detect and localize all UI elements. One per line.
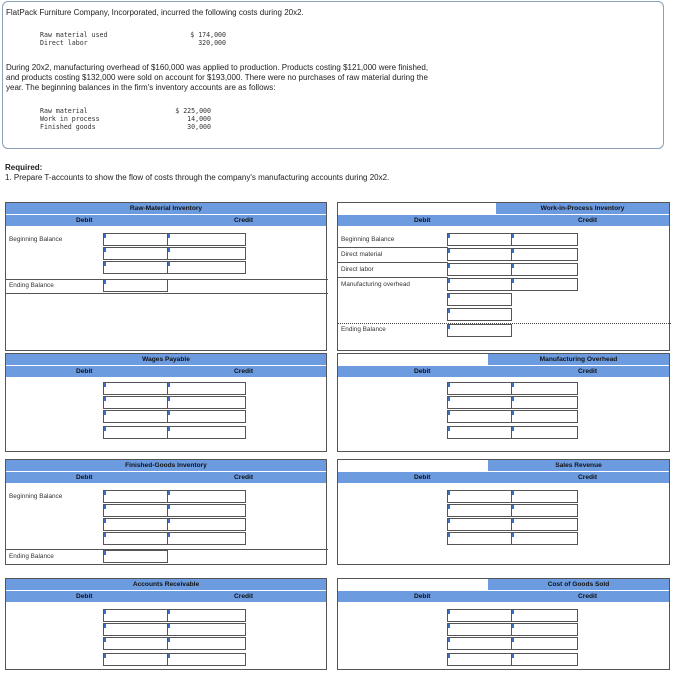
debit-input[interactable] (103, 247, 168, 260)
debit-input[interactable] (447, 410, 512, 423)
credit-input[interactable] (511, 532, 578, 545)
t-account-sales-revenue (337, 459, 670, 565)
row-label-beginning: Beginning Balance (341, 236, 395, 243)
row-label-beginning: Beginning Balance (9, 493, 63, 500)
debit-header: Debit (76, 217, 93, 224)
balances-table (40, 107, 215, 133)
debit-input[interactable] (447, 308, 512, 321)
row-label-ending: Ending Balance (9, 282, 54, 289)
account-title: Finished-Goods Inventory (6, 460, 326, 471)
row-label-ending: Ending Balance (341, 326, 386, 333)
account-title: Accounts Receivable (6, 579, 326, 590)
account-title: Work-in-Process Inventory (496, 203, 669, 214)
debit-input[interactable] (447, 263, 512, 276)
ending-balance-input[interactable] (447, 324, 512, 337)
debit-input[interactable] (103, 623, 168, 636)
credit-input[interactable] (511, 263, 578, 276)
account-title: Cost of Goods Sold (488, 579, 669, 590)
account-title: Sales Revenue (488, 460, 669, 471)
debit-header: Debit (76, 368, 93, 375)
credit-input[interactable] (511, 278, 578, 291)
credit-header: Credit (234, 368, 254, 375)
credit-input[interactable] (167, 653, 246, 666)
required-item: 1. Prepare T-accounts to show the flow of costs through the company's manufacturing accounts during 20x2. (5, 172, 390, 182)
row-divider (6, 293, 328, 294)
row-label-ending: Ending Balance (9, 553, 54, 560)
credit-header: Credit (578, 593, 598, 600)
credit-input[interactable] (167, 261, 246, 274)
t-account-cogs (337, 578, 670, 670)
debit-input[interactable] (103, 396, 168, 409)
credit-input[interactable] (511, 609, 578, 622)
row-label-direct-labor: Direct labor (341, 266, 374, 273)
balance-label: Finished goods (40, 123, 96, 131)
t-account-finished-goods (5, 459, 327, 565)
account-title: Raw-Material Inventory (6, 203, 326, 214)
debit-input[interactable] (447, 233, 512, 246)
credit-input[interactable] (167, 609, 246, 622)
credit-header: Credit (578, 368, 598, 375)
debit-input[interactable] (103, 261, 168, 274)
debit-input[interactable] (447, 504, 512, 517)
credit-header: Credit (234, 217, 254, 224)
ending-balance-input[interactable] (103, 279, 168, 292)
debit-input[interactable] (447, 382, 512, 395)
debit-input[interactable] (103, 410, 168, 423)
account-header (338, 472, 669, 483)
credit-header: Credit (578, 217, 598, 224)
account-title: Wages Payable (6, 354, 326, 365)
cost-value: $ 174,000 (190, 31, 226, 39)
account-title: Manufacturing Overhead (488, 354, 669, 365)
credit-input[interactable] (167, 504, 246, 517)
credit-input[interactable] (167, 518, 246, 531)
credit-input[interactable] (167, 247, 246, 260)
required-section (5, 163, 389, 182)
credit-header: Credit (578, 474, 598, 481)
debit-input[interactable] (447, 532, 512, 545)
cost-label: Direct labor (40, 39, 88, 47)
debit-input[interactable] (447, 396, 512, 409)
credit-input[interactable] (167, 623, 246, 636)
balance-value: 14,000 (187, 115, 211, 123)
debit-input[interactable] (103, 426, 168, 439)
ending-balance-input[interactable] (103, 550, 168, 563)
credit-input[interactable] (511, 653, 578, 666)
debit-input[interactable] (447, 293, 512, 306)
t-account-accounts-receivable (5, 578, 327, 670)
debit-input[interactable] (447, 426, 512, 439)
t-account-mfg-overhead (337, 353, 670, 452)
balance-label: Work in process (40, 115, 100, 123)
debit-input[interactable] (103, 490, 168, 503)
credit-input[interactable] (511, 504, 578, 517)
cost-value: 320,000 (198, 39, 226, 47)
account-header (338, 215, 669, 226)
debit-input[interactable] (447, 518, 512, 531)
account-header (338, 591, 669, 602)
t-account-raw-material (5, 202, 327, 351)
debit-header: Debit (414, 593, 431, 600)
debit-header: Debit (76, 593, 93, 600)
credit-input[interactable] (167, 637, 246, 650)
balance-value: 30,000 (187, 123, 211, 131)
row-label-beginning: Beginning Balance (9, 236, 63, 243)
account-header (6, 472, 326, 483)
credit-header: Credit (234, 593, 254, 600)
credit-input[interactable] (511, 410, 578, 423)
credit-input[interactable] (167, 426, 246, 439)
debit-input[interactable] (447, 490, 512, 503)
credit-input[interactable] (511, 623, 578, 636)
row-label-direct-material: Direct material (341, 251, 383, 258)
debit-input[interactable] (103, 518, 168, 531)
row-divider (338, 262, 448, 263)
t-account-wip (337, 202, 670, 351)
debit-header: Debit (414, 368, 431, 375)
debit-input[interactable] (447, 609, 512, 622)
credit-input[interactable] (511, 637, 578, 650)
debit-input[interactable] (103, 233, 168, 246)
problem-para-2: and products costing $132,000 were sold on account for $193,000. There were no purchases of raw material during the (6, 73, 428, 82)
credit-input[interactable] (511, 396, 578, 409)
debit-header: Debit (414, 474, 431, 481)
row-divider (338, 277, 448, 278)
required-heading: Required: (5, 163, 43, 172)
row-label-mfg-overhead: Manufacturing overhead (341, 281, 410, 288)
credit-input[interactable] (167, 396, 246, 409)
row-divider (338, 247, 448, 248)
credit-input[interactable] (167, 410, 246, 423)
debit-input[interactable] (103, 609, 168, 622)
credit-header: Credit (234, 474, 254, 481)
credit-input[interactable] (167, 532, 246, 545)
problem-para-3: year. The beginning balances in the firm's inventory accounts are as follows: (6, 83, 276, 92)
debit-input[interactable] (103, 382, 168, 395)
balance-label: Raw material (40, 107, 88, 115)
debit-input[interactable] (103, 504, 168, 517)
debit-input[interactable] (167, 233, 246, 246)
credit-input[interactable] (511, 233, 578, 246)
credit-input[interactable] (511, 248, 578, 261)
debit-header: Debit (414, 217, 431, 224)
debit-input[interactable] (447, 637, 512, 650)
account-header (338, 366, 669, 377)
credit-input[interactable] (511, 382, 578, 395)
credit-input[interactable] (511, 518, 578, 531)
debit-input[interactable] (447, 623, 512, 636)
debit-header: Debit (76, 474, 93, 481)
credit-input[interactable] (167, 382, 246, 395)
debit-input[interactable] (103, 653, 168, 666)
debit-input[interactable] (447, 278, 512, 291)
account-header (6, 591, 326, 602)
t-account-wages-payable (5, 353, 327, 452)
account-header (6, 366, 326, 377)
debit-input[interactable] (103, 532, 168, 545)
account-header (6, 215, 326, 226)
costs-table (40, 31, 240, 51)
debit-input[interactable] (447, 653, 512, 666)
credit-input[interactable] (511, 490, 578, 503)
credit-input[interactable] (511, 426, 578, 439)
credit-input[interactable] (167, 490, 246, 503)
debit-input[interactable] (103, 637, 168, 650)
problem-para-1: During 20x2, manufacturing overhead of $160,000 was applied to production. Products costing $121,000 were finished, (6, 63, 429, 72)
debit-input[interactable] (447, 248, 512, 261)
problem-intro: FlatPack Furniture Company, Incorporated, incurred the following costs during 20x2. (6, 8, 304, 17)
cost-label: Raw material used (40, 31, 108, 39)
balance-value: $ 225,000 (175, 107, 211, 115)
